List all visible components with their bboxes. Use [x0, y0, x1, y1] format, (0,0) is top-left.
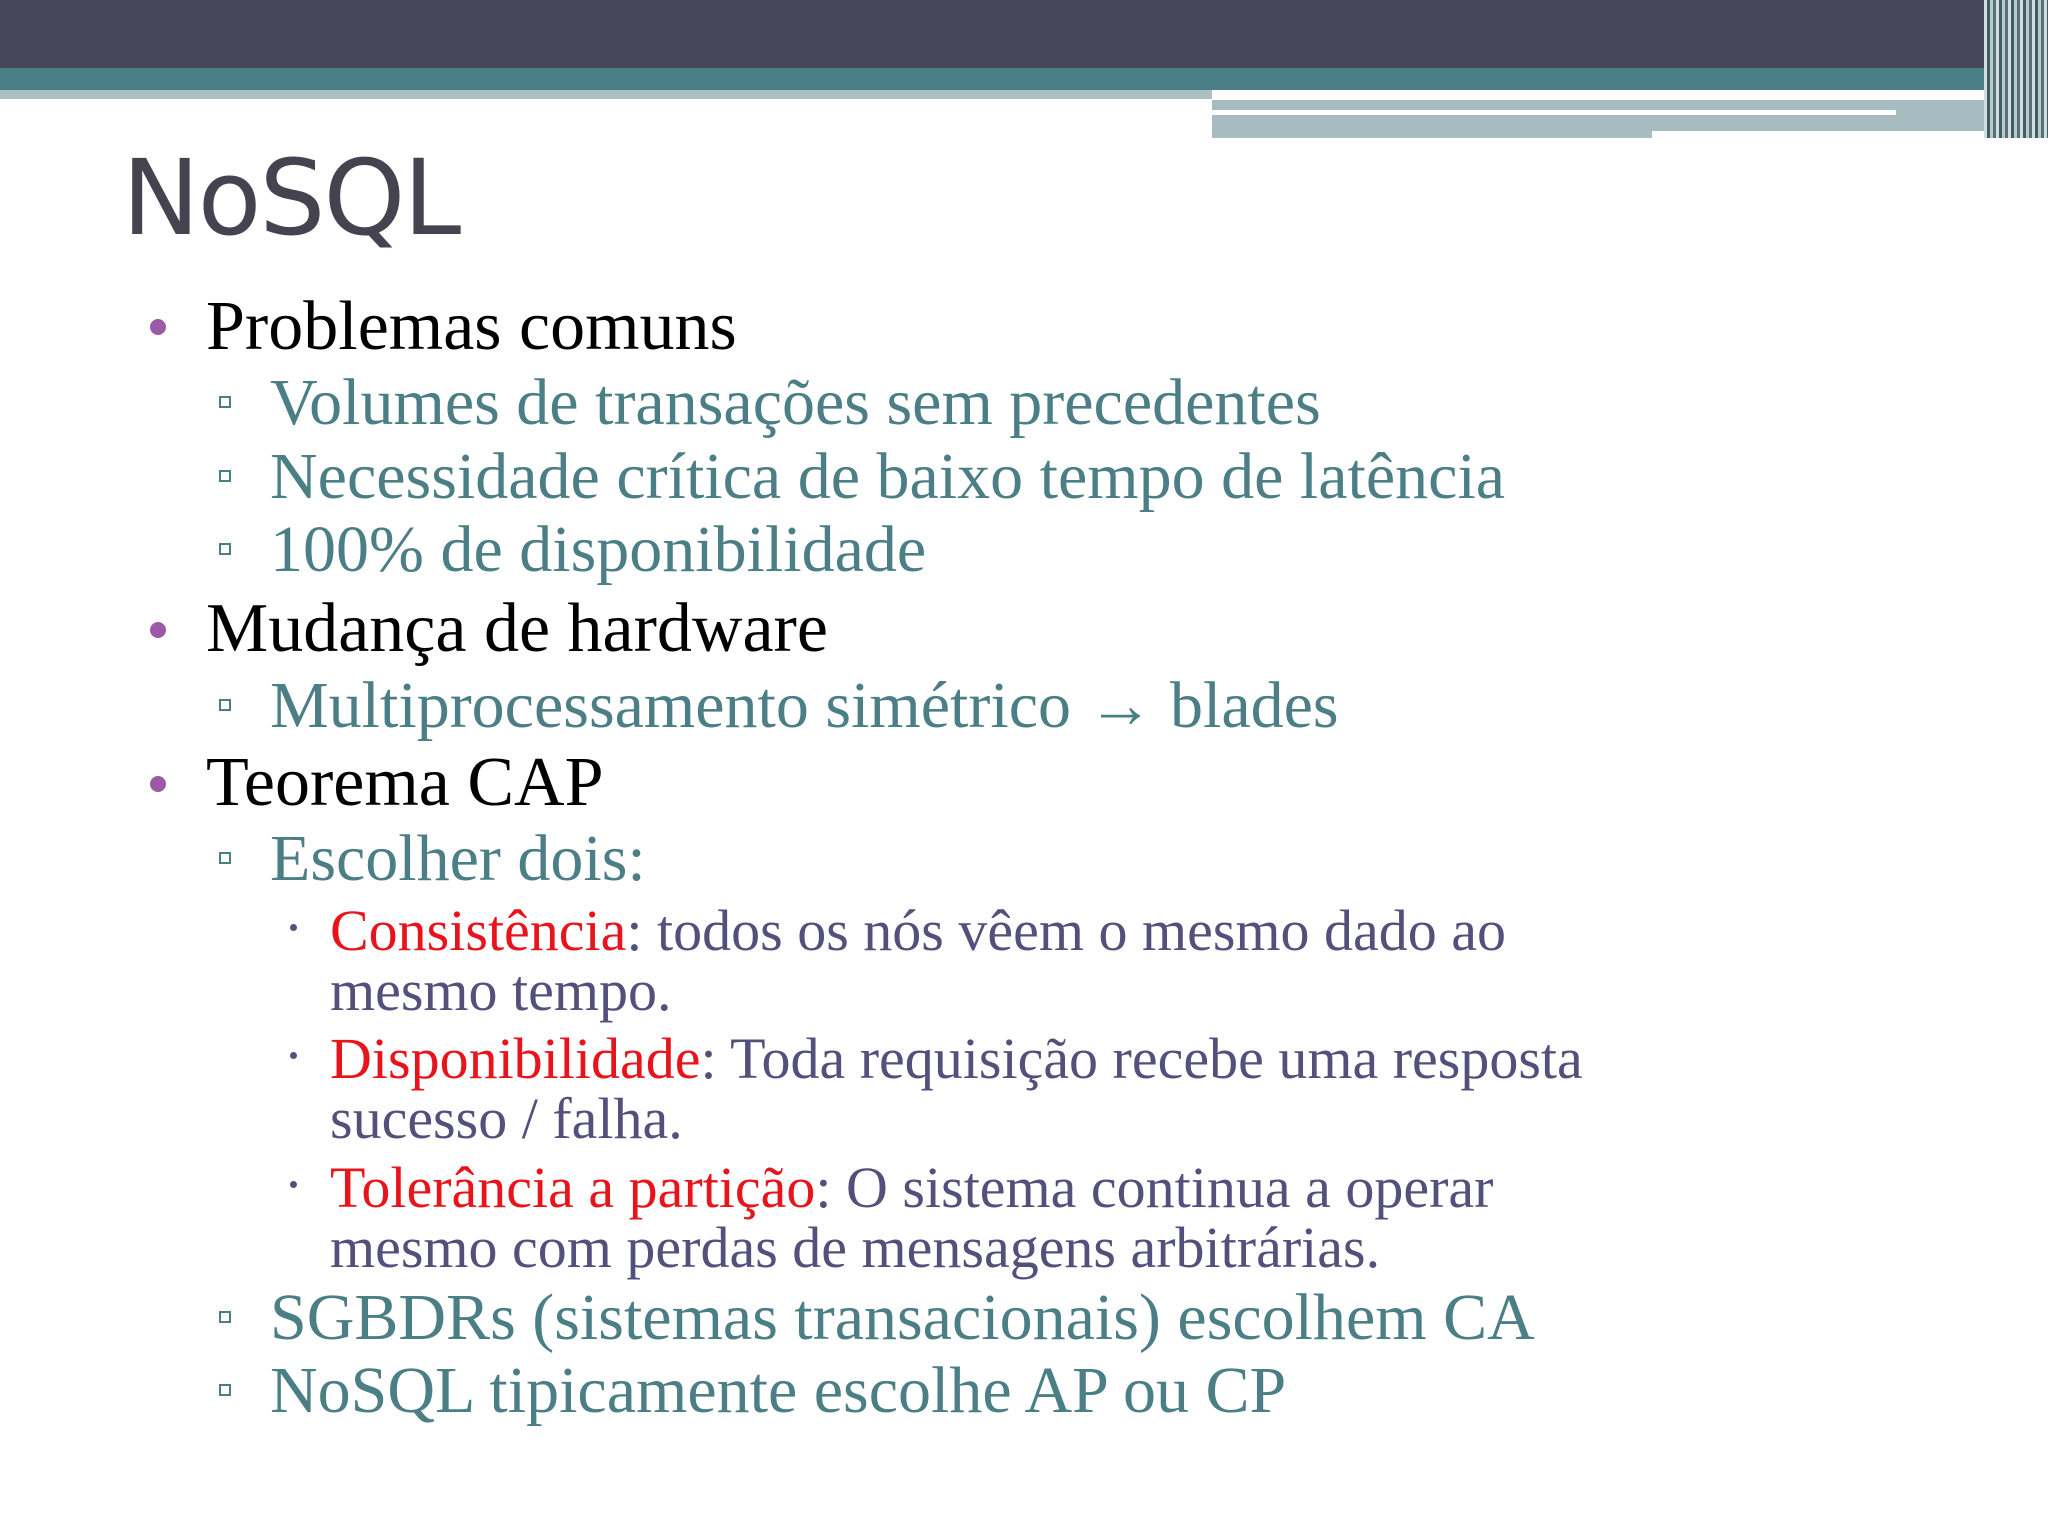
- section-heading: Problemas comuns: [206, 288, 737, 365]
- cap-description-continued: mesmo com perdas de mensagens arbitrárias.: [330, 1215, 1381, 1280]
- bullet-square-icon: [219, 1384, 231, 1396]
- bullet-square-icon: [219, 470, 231, 482]
- cap-item-availability: [330, 1026, 1583, 1091]
- cap-term: Disponibilidade: [330, 1026, 701, 1091]
- list-item: NoSQL tipicamente escolhe AP ou CP: [270, 1354, 1287, 1427]
- cap-description: todos os nós vêem o mesmo dado ao: [642, 898, 1506, 963]
- bullet-small-icon: [290, 1181, 297, 1188]
- cap-term: Tolerância a partição: [330, 1155, 816, 1220]
- bullet-square-icon: [219, 543, 231, 555]
- cap-description: O sistema continua a operar: [831, 1155, 1494, 1220]
- bullet-small-icon: [290, 1052, 297, 1059]
- bullet-dot-icon: [150, 319, 166, 335]
- bullet-small-icon: [290, 924, 297, 931]
- list-item: SGBDRs (sistemas transacionais) escolhem CA: [270, 1281, 1535, 1354]
- bullet-square-icon: [219, 396, 231, 408]
- list-item: 100% de disponibilidade: [270, 513, 927, 586]
- cap-separator: :: [700, 1026, 717, 1091]
- section-heading: Teorema CAP: [206, 744, 604, 821]
- list-item: Volumes de transações sem precedentes: [270, 366, 1321, 439]
- list-item: Necessidade crítica de baixo tempo de latência: [270, 440, 1506, 513]
- bullet-dot-icon: [150, 622, 166, 638]
- cap-description: Toda requisição recebe uma resposta: [716, 1026, 1583, 1091]
- cap-item-partition-tolerance: [330, 1155, 1494, 1220]
- bullet-square-icon: [219, 699, 231, 711]
- cap-separator: :: [626, 898, 643, 963]
- cap-separator: :: [815, 1155, 832, 1220]
- bullet-square-icon: [219, 852, 231, 864]
- cap-description-continued: mesmo tempo.: [330, 958, 672, 1023]
- cap-term: Consistência: [330, 898, 627, 963]
- bullet-square-icon: [219, 1311, 231, 1323]
- cap-item-consistency: [330, 898, 1506, 963]
- section-heading: Mudança de hardware: [206, 590, 828, 667]
- cap-description-continued: sucesso / falha.: [330, 1086, 683, 1151]
- slide-title: NoSQL: [122, 137, 460, 259]
- list-item: Multiprocessamento simétrico → blades: [270, 669, 1339, 742]
- bullet-dot-icon: [150, 776, 166, 792]
- list-item: Escolher dois:: [270, 822, 646, 895]
